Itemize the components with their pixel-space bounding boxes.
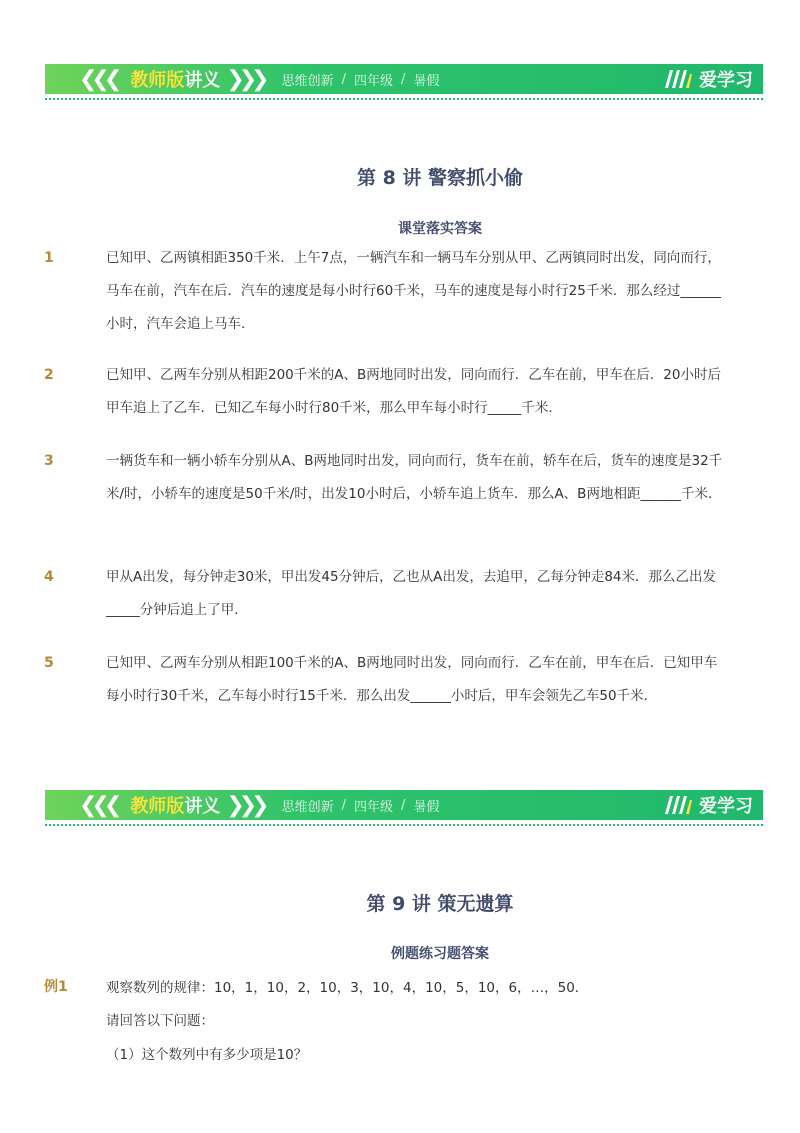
breadcrumb-item: 思维创新 [281,799,334,815]
chevron-right-icon: ❯❯❯ [226,66,264,92]
question-text: 甲从A出发，每分钟走30米，甲出发45分钟后，乙也从A出发，去追甲，乙每分钟走84米．那么乙出发_____分钟后追上了甲． [106,569,717,618]
example-subquestion: （1）这个数列中有多少项是10？ [106,1047,308,1063]
breadcrumb [282,796,440,815]
chevron-left-icon: ❮❮❮ [79,66,117,92]
question-text: 已知甲、乙两车分别从相距100千米的A、B两地同时出发，同向而行．乙车在前，甲车在后．已知甲车每小时行30千米，乙车每小时行15千米．那么出发______小时后，甲车会领先乙车50千米． [106,655,718,704]
breadcrumb-separator: / [401,71,406,87]
example-number: 例1 [44,979,68,995]
breadcrumb-item: 暑假 [413,73,440,89]
question-number: 3 [44,453,54,469]
breadcrumb-item: 思维创新 [281,73,334,89]
header-banner [45,790,763,820]
banner-divider [45,824,763,826]
chevron-left-icon: ❮❮❮ [79,792,117,818]
lecture-title: 第 9 讲 策无遗算 [366,893,514,915]
breadcrumb-separator: / [341,797,347,813]
section-title: 例题练习题答案 [391,946,489,962]
brand-logo: 爱学习 [663,790,753,820]
question-text: 已知甲、乙两车分别从相距200千米的A、B两地同时出发，同向而行．乙车在前，甲车在后．20小时后甲车追上了乙车．已知乙车每小时行80千米，那么甲车每小时行_____千米． [106,367,721,416]
banner-divider [45,98,763,100]
chevron-right-icon: ❯❯❯ [226,792,264,818]
brand-logo: 爱学习 [663,64,753,94]
breadcrumb-separator: / [341,71,347,87]
brand-mark-icon [663,794,693,816]
question-text: 一辆货车和一辆小轿车分别从A、B两地同时出发，同向而行，货车在前，轿车在后，货车的速度是32千米/时，小轿车的速度是50千米/时，出发10小时后，小轿车追上货车．那么A、B两地相距______千米． [106,453,723,502]
question-number: 1 [44,250,54,266]
breadcrumb-item: 四年级 [354,799,394,815]
question-text: 已知甲、乙两镇相距350千米．上午7点，一辆汽车和一辆马车分别从甲、乙两镇同时出发，同向而行，马车在前，汽车在后．汽车的速度是每小时行60千米，马车的速度是每小时行25千米．那么经过______小时，汽车会追上马车． [106,250,721,332]
header-banner [45,64,763,94]
banner-title: 教师版 讲义 [130,70,221,91]
breadcrumb-separator: / [401,797,406,813]
example-prompt: 请回答以下问题： [106,1013,214,1029]
breadcrumb-item: 暑假 [413,799,440,815]
section-title: 课堂落实答案 [398,221,482,237]
breadcrumb [282,70,440,89]
banner-title: 教师版 讲义 [130,796,221,817]
breadcrumb-item: 四年级 [354,73,394,89]
question-number: 5 [44,655,54,671]
brand-mark-icon [663,68,693,90]
example-text: 观察数列的规律：10，1，10，2，10，3，10，4，10，5，10，6，…，50． [106,980,589,996]
question-number: 2 [44,367,54,383]
question-number: 4 [44,569,54,585]
lecture-title: 第 8 讲 警察抓小偷 [356,167,524,189]
